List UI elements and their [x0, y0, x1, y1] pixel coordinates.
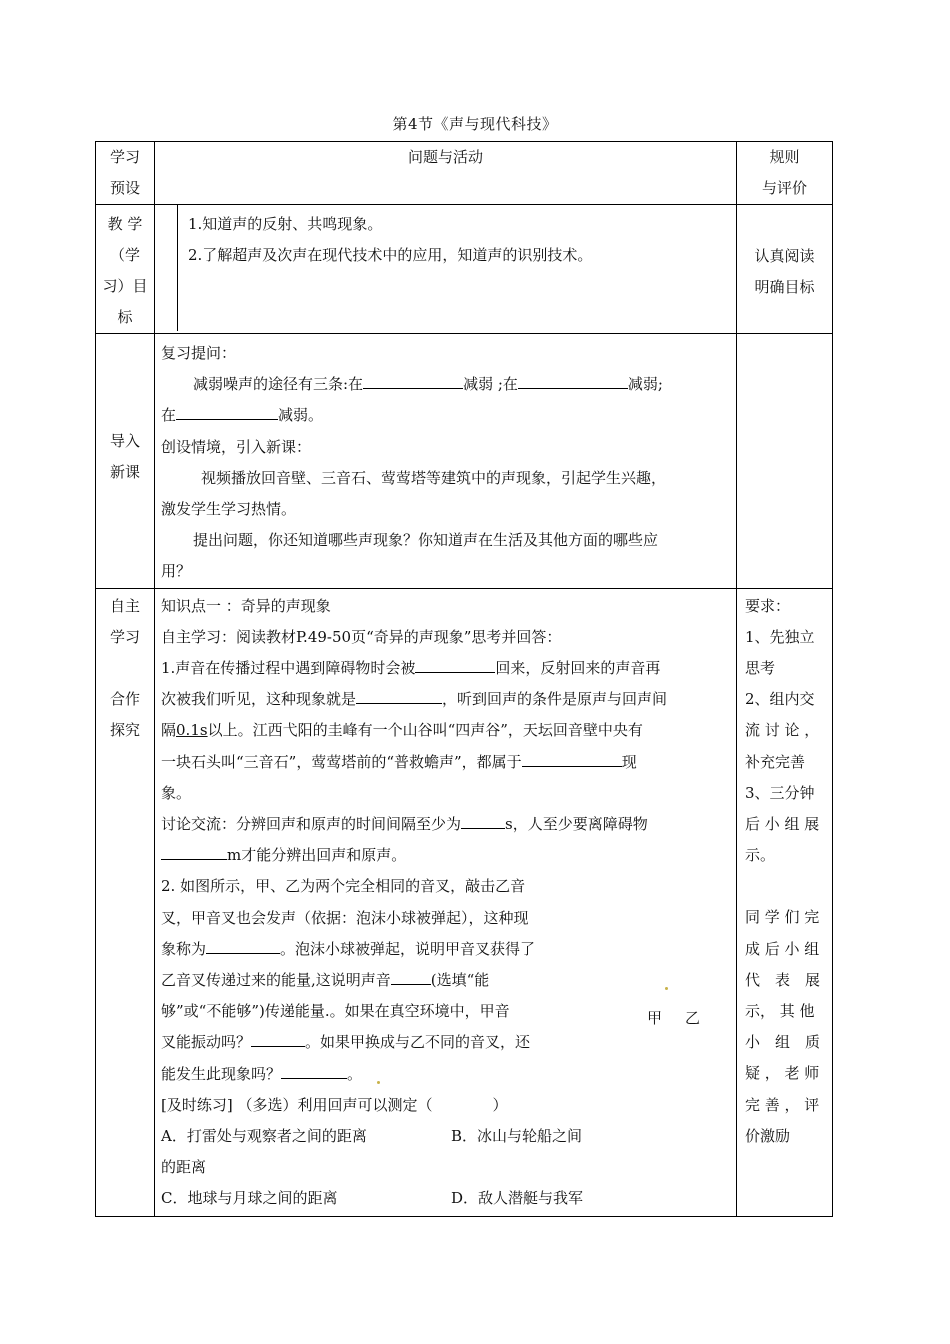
header-col1 — [96, 142, 155, 205]
rule-line: 代 表 展 — [745, 970, 821, 989]
blank-field[interactable] — [363, 374, 463, 389]
blank-field[interactable] — [391, 970, 431, 985]
self-read: 自主学习：阅读教材P.49-50页“奇异的声现象”思考并回答： — [161, 627, 562, 646]
figure-label-yi: 乙 — [685, 1008, 701, 1027]
self-study-rules — [737, 588, 833, 1216]
blank-field[interactable] — [176, 405, 278, 420]
q2-line-1: 2. 如图所示，甲、乙为两个完全相同的音叉，敲击乙音 — [161, 877, 526, 896]
header-row — [96, 142, 833, 205]
header-col3-line1: 规则 — [769, 148, 800, 166]
q2-text: 能发生此现象吗？ — [161, 1064, 282, 1083]
q2-text: 。泡沫小球被弹起，说明甲音叉获得了 — [280, 939, 536, 958]
rule-line: 后 小 组 展 — [745, 815, 820, 834]
rule-line: 1、先独立 — [745, 627, 815, 646]
objectives-label-line: （学 — [109, 246, 140, 264]
objective-item: 1.知道声的反射、共鸣现象。 — [188, 215, 383, 233]
rule-line: 思考 — [745, 659, 776, 678]
figure-dot — [665, 987, 668, 990]
q1-text: 回来，反射回来的声音再 — [495, 659, 661, 678]
figure-dot — [377, 1081, 380, 1084]
page-title: 第4节《声与现代科技》 — [392, 115, 558, 133]
rule-line: 要求： — [745, 596, 791, 615]
header-col1-line2: 预设 — [109, 179, 140, 197]
q1-underlined-value: 0.1s — [176, 721, 208, 740]
option-d[interactable]: D．敌人潜艇与我军 — [451, 1189, 584, 1208]
disc-line-2 — [161, 840, 730, 871]
self-study-content — [155, 588, 737, 1216]
self-study-label-line: 合作 — [109, 690, 140, 709]
question-line-1: 提出问题，你还知道哪些声现象？你知道声在生活及其他方面的哪些应 — [193, 531, 659, 550]
header-col3-line2: 与评价 — [761, 179, 807, 197]
rule-line: 示。 — [745, 846, 776, 865]
q1-line-5: 象。 — [161, 783, 192, 802]
intro-label-line: 导入 — [109, 432, 140, 450]
rule-line: 流 讨 论 ， — [745, 721, 820, 740]
review-text-d: 在 — [161, 406, 177, 425]
q1-line-2 — [161, 684, 730, 715]
review-text-c: 减弱; — [627, 375, 663, 394]
objectives-rule-line: 明确目标 — [754, 278, 815, 296]
scene-line-1: 视频播放回音壁、三音石、莺莺塔等建筑中的声现象，引起学生兴趣， — [201, 468, 667, 487]
header-col3 — [737, 142, 833, 205]
disc-text: m才能分辨出回声和原声。 — [227, 846, 407, 865]
question-line-2: 用？ — [161, 562, 192, 581]
rule-line: 完 善 ， 评 — [745, 1095, 820, 1114]
q1-text: ，听到回声的条件是原声与回声间 — [442, 690, 668, 709]
objectives-content — [155, 205, 737, 334]
q2-text: 叉能振动吗？ — [161, 1033, 252, 1052]
options-row-1 — [161, 1121, 730, 1152]
options-row-2 — [161, 1183, 730, 1214]
q2-text: 乙音叉传递过来的能量,这说明声音 — [161, 971, 391, 990]
option-b[interactable]: B．冰山与轮船之间 — [451, 1127, 583, 1146]
objectives-label — [96, 205, 155, 334]
objectives-label-line: 习）目 — [102, 277, 148, 295]
blank-field[interactable] — [461, 814, 505, 829]
q2-text: 。 — [347, 1064, 363, 1083]
rule-line: 补充完善 — [745, 752, 806, 771]
review-line-2 — [161, 400, 730, 431]
self-study-label — [96, 588, 155, 1216]
header-col1-line1: 学习 — [109, 148, 140, 166]
blank-field[interactable] — [281, 1064, 347, 1079]
self-study-row — [96, 588, 833, 1216]
rule-line: 小 组 质 — [745, 1033, 821, 1052]
rule-line: 示， 其 他 — [745, 1002, 815, 1021]
rule-line: 成 后 小 组 — [745, 939, 820, 958]
q2-line-3 — [161, 934, 730, 965]
review-text-e: 减弱。 — [278, 406, 324, 425]
intro-row — [96, 334, 833, 589]
disc-line-1 — [161, 809, 730, 840]
header-col2: 问题与活动 — [155, 142, 737, 205]
blank-field[interactable] — [518, 374, 628, 389]
q1-text: 一块石头叫“三音石”，莺莺塔前的“普救蟾声”，都属于 — [161, 752, 522, 771]
rule-line: 2、组内交 — [745, 690, 815, 709]
objectives-rule-line: 认真阅读 — [754, 247, 815, 265]
blank-field[interactable] — [206, 939, 280, 954]
objective-item: 2.了解超声及次声在现代技术中的应用，知道声的识别技术。 — [188, 246, 593, 264]
review-text-a: 减弱噪声的途径有三条:在 — [193, 375, 364, 394]
disc-text: 讨论交流：分辨回声和原声的时间间隔至少为 — [161, 815, 462, 834]
scene-title: 创设情境，引入新课： — [161, 437, 312, 456]
intro-content — [155, 334, 737, 589]
blank-field[interactable] — [522, 752, 622, 767]
review-line-1 — [161, 369, 730, 400]
rule-line: 价激励 — [745, 1126, 791, 1145]
q1-line-3 — [161, 715, 730, 746]
disc-text: s，人至少要离障碍物 — [505, 815, 648, 834]
rule-line — [745, 871, 828, 902]
q2-line-4 — [161, 965, 730, 996]
self-study-label-line: 探究 — [109, 721, 140, 740]
figure-label-jia: 甲 — [647, 1008, 663, 1027]
option-a[interactable]: A．打雷处与观察者之间的距离 — [161, 1127, 367, 1146]
q1-line-1 — [161, 653, 730, 684]
q2-line-6 — [161, 1027, 730, 1058]
intro-label-line: 新课 — [109, 463, 140, 481]
q1-line-4 — [161, 747, 730, 778]
blank-field[interactable] — [356, 689, 442, 704]
q1-text: 现 — [621, 752, 637, 771]
rule-line: 同 学 们 完 — [745, 908, 820, 927]
q2-text: 象称为 — [161, 939, 207, 958]
objectives-label-line: 教 学 — [107, 215, 143, 233]
practice-question: [及时练习] （多选）利用回声可以测定（ ） — [161, 1095, 508, 1114]
intro-label — [96, 334, 155, 589]
option-b-continued: 的距离 — [161, 1158, 207, 1177]
q2-text: 。如果甲换成与乙不同的音叉，还 — [305, 1033, 531, 1052]
q1-text: 次被我们听见，这种现象就是 — [161, 690, 357, 709]
q2-text: (选填“能 — [430, 971, 490, 990]
self-study-label-line: 自主 — [109, 596, 140, 615]
intro-rule — [737, 334, 833, 589]
review-title: 复习提问： — [161, 344, 237, 362]
scene-line-2: 激发学生学习热情。 — [161, 500, 297, 519]
self-study-label-line: 学习 — [109, 627, 140, 646]
q1-text: 1.声音在传播过程中遇到障碍物时会被 — [161, 659, 416, 678]
objectives-label-line: 标 — [117, 308, 133, 326]
q2-line-7 — [161, 1059, 730, 1090]
lesson-table — [95, 141, 833, 1217]
blank-field[interactable] — [251, 1032, 305, 1047]
objectives-rule — [737, 205, 833, 334]
q2-line-2: 叉，甲音叉也会发声（依据：泡沫小球被弹起），这种现 — [161, 908, 529, 927]
blank-field[interactable] — [161, 845, 227, 860]
kp-title: 知识点一 ：奇异的声现象 — [161, 596, 331, 615]
rule-line: 3、三分钟 — [745, 783, 815, 802]
blank-field[interactable] — [415, 658, 495, 673]
option-c[interactable]: C．地球与月球之间的距离 — [161, 1189, 338, 1208]
q2-line-5: 够”或“不能够”)传递能量.。如果在真空环境中，甲音 — [161, 1002, 510, 1021]
objectives-row — [96, 205, 833, 334]
rule-line: 疑 ， 老 师 — [745, 1064, 820, 1083]
q1-text: 以上。江西弋阳的圭峰有一个山谷叫“四声谷”，天坛回音壁中央有 — [207, 721, 643, 740]
q1-text: 隔 — [161, 721, 177, 740]
review-text-b: 减弱 ;在 — [463, 375, 518, 394]
